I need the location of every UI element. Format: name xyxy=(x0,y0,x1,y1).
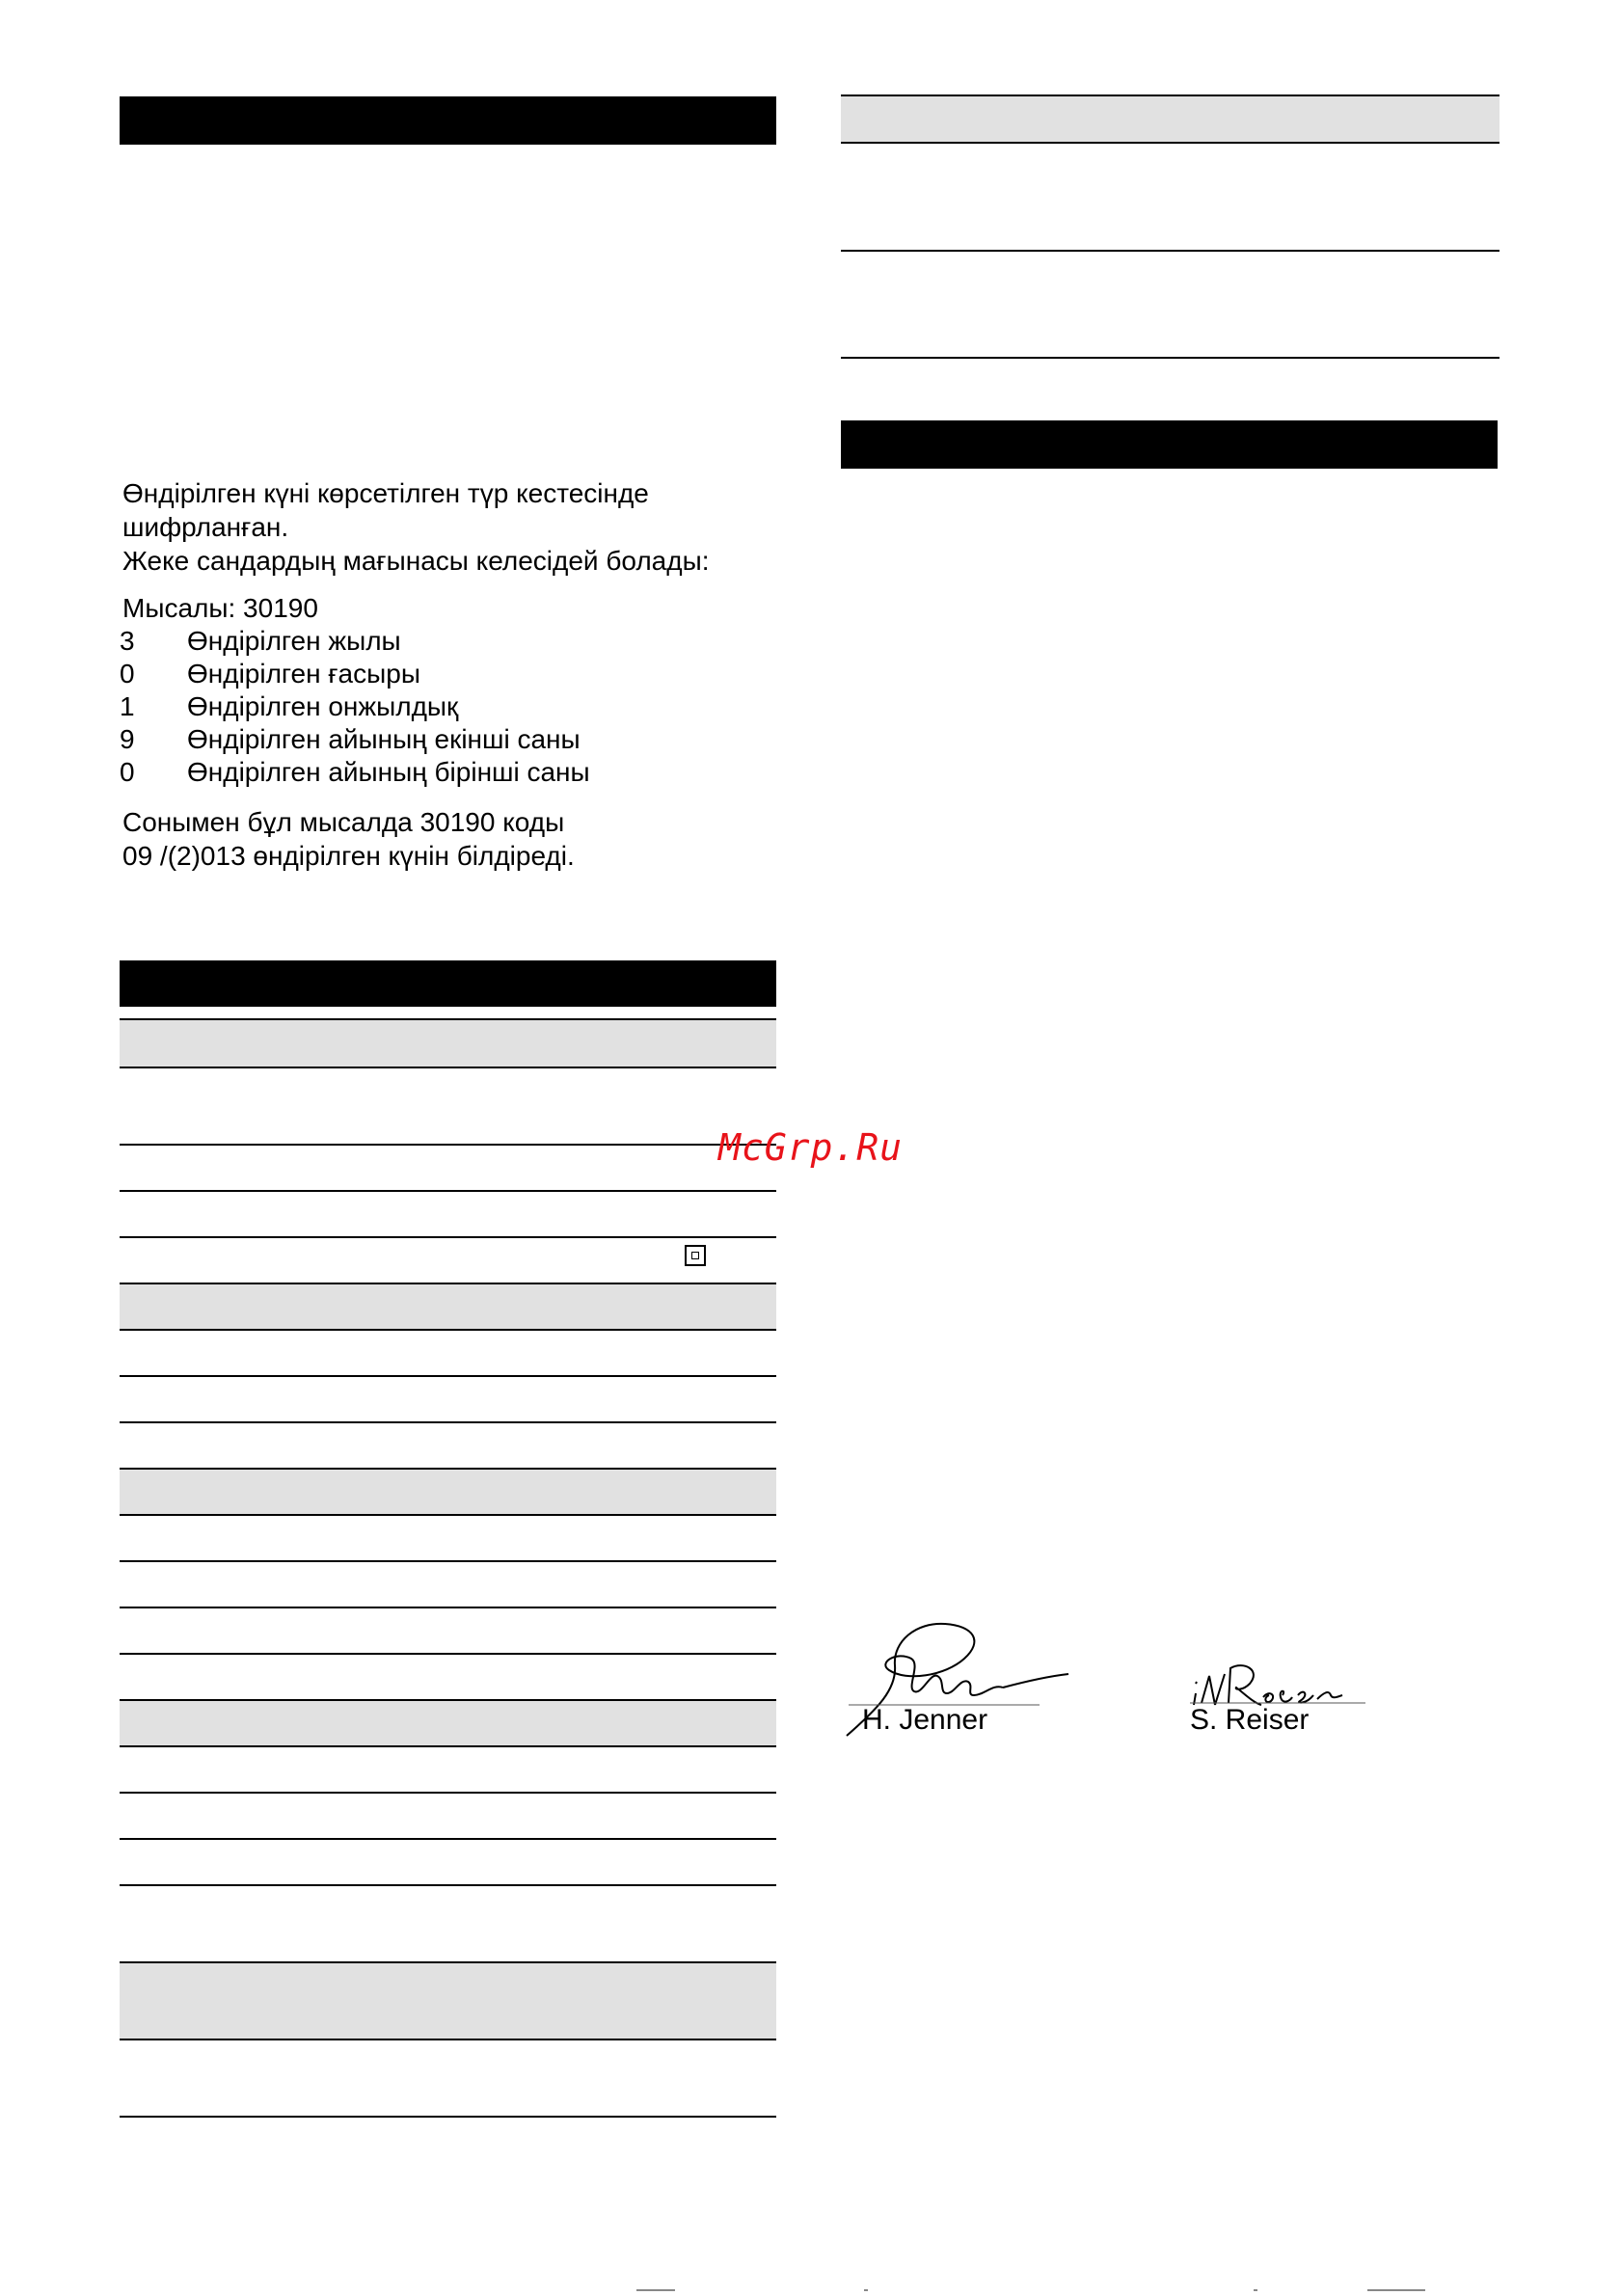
technical-data-header-bar xyxy=(120,960,776,1007)
table-rule xyxy=(120,1884,776,1886)
table-rule xyxy=(120,1607,776,1608)
signature-name: S. Reiser xyxy=(1190,1704,1310,1736)
table-group-row xyxy=(120,1284,776,1329)
digit: 0 xyxy=(120,659,135,689)
table-rule xyxy=(841,250,1499,252)
production-example: Мысалы: 30190 xyxy=(122,593,318,623)
digit-row xyxy=(120,625,775,658)
digit-meaning: Өндірілген онжылдық xyxy=(187,691,459,721)
digit-row xyxy=(120,756,775,789)
table-rule xyxy=(120,1329,776,1331)
table-rule xyxy=(120,1144,776,1146)
digit: 9 xyxy=(120,724,135,754)
table-group-row xyxy=(841,96,1499,142)
digit: 0 xyxy=(120,757,135,787)
table-rule xyxy=(841,357,1499,359)
table-rule xyxy=(120,1838,776,1840)
table-group-row xyxy=(120,1963,776,2039)
footer-crop-marks xyxy=(0,2287,1621,2293)
table-rule xyxy=(120,1653,776,1655)
digit: 1 xyxy=(120,691,135,721)
table-rule xyxy=(120,1236,776,1238)
production-conclusion-line1: Сонымен бұл мысалда 30190 коды xyxy=(122,807,565,837)
table-rule xyxy=(120,2116,776,2118)
signature-name: H. Jenner xyxy=(862,1704,988,1736)
table-rule xyxy=(120,1067,776,1068)
table-rule xyxy=(120,1745,776,1747)
production-conclusion-line2: 09 /(2)013 өндірілген күнін білдіреді. xyxy=(122,841,575,871)
table-rule xyxy=(120,1190,776,1192)
production-intro-line1: Өндірілген күні көрсетілген түр кестесінде xyxy=(122,478,649,508)
table-rule xyxy=(120,1421,776,1423)
digit-row xyxy=(120,723,775,756)
section-header-bar-top-left xyxy=(120,96,776,145)
digit: 3 xyxy=(120,626,135,656)
table-rule xyxy=(120,1514,776,1516)
digit-meaning: Өндірілген ғасыры xyxy=(187,659,420,689)
table-group-row xyxy=(120,1020,776,1067)
production-intro-line2: шифрланған. xyxy=(122,512,289,542)
watermark-text: McGrp.Ru xyxy=(718,1126,904,1169)
table-group-row xyxy=(120,1470,776,1514)
digit-meaning: Өндірілген айының бірінші саны xyxy=(187,757,590,787)
digit-row xyxy=(120,690,775,723)
table-rule xyxy=(120,1375,776,1377)
table-rule xyxy=(120,2039,776,2040)
table-rule xyxy=(120,1792,776,1794)
digit-row xyxy=(120,658,775,690)
digit-meaning: Өндірілген жылы xyxy=(187,626,401,656)
table-rule xyxy=(120,1560,776,1562)
production-intro-line3: Жеке сандардың мағынасы келесідей болады: xyxy=(122,546,710,576)
table-rule xyxy=(841,142,1499,144)
section-header-bar-right xyxy=(841,420,1498,469)
protection-class-ii-icon xyxy=(685,1245,706,1266)
table-group-row xyxy=(120,1701,776,1745)
digit-meaning: Өндірілген айының екінші саны xyxy=(187,724,581,754)
